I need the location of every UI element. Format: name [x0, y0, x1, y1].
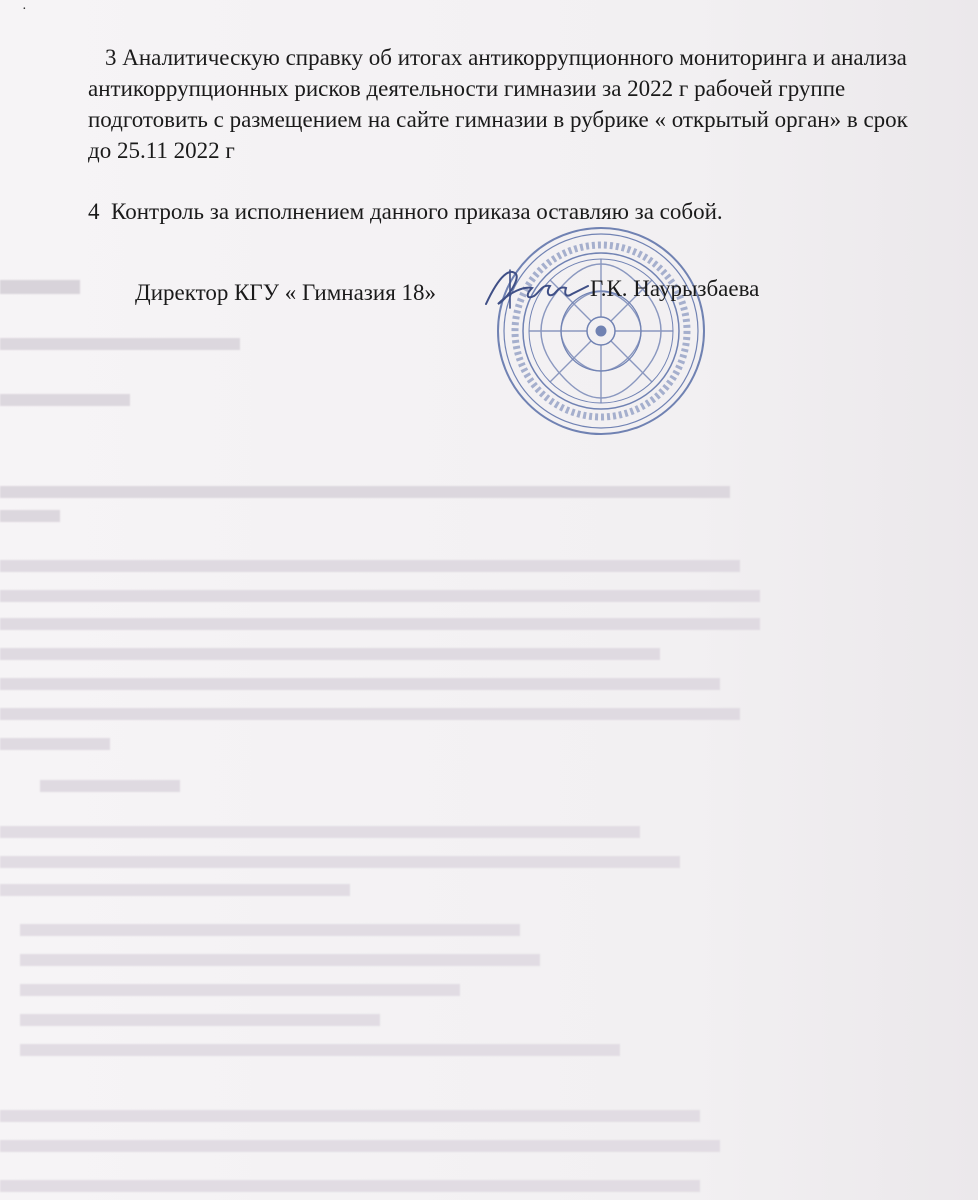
director-title: Директор КГУ « Гимназия 18» [135, 280, 437, 305]
item-text: Контроль за исполнением данного приказа оставляю за собой. [111, 199, 723, 224]
item-number: 4 [88, 199, 100, 224]
paragraph-item-4 [88, 196, 908, 227]
page-mark: · [22, 2, 27, 17]
signature-block [135, 270, 895, 310]
handwritten-signature-icon [480, 264, 592, 312]
director-name: Г.К. Наурызбаева [590, 276, 760, 301]
item-text: Аналитическую справку об итогах антикоррупционного мониторинга и анализа антикоррупционных рисков деятельности гимназии за 2022 г рабочей группе подготовить с размещением на сайте гимназии в рубрике « открытый орган» в срок до 25.11 2022 г [88, 45, 908, 163]
official-seal-stamp [494, 224, 708, 438]
item-number: 3 [105, 45, 117, 70]
paragraph-item-3 [88, 42, 908, 166]
